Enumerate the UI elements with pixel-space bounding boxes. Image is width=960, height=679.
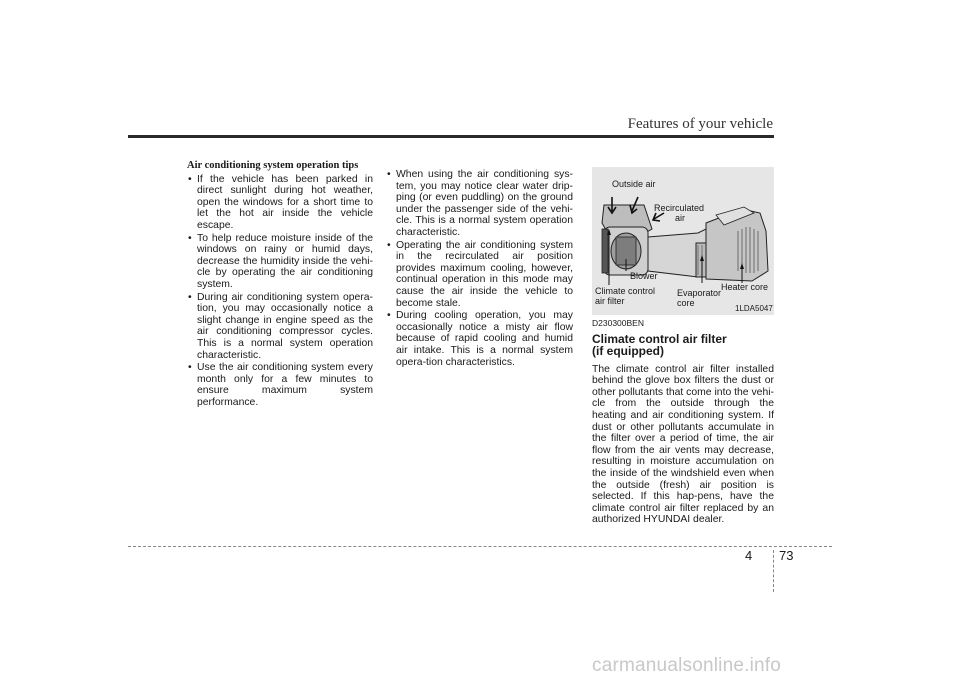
filter-section [592,318,774,526]
label-recirculated-air: air [675,213,686,223]
label-outside-air: Outside air [612,179,656,189]
tips-column-left [187,160,373,409]
tip-item: • If the vehicle has been parked in direct sunlight during hot weather, open the windows for a short time to let the hot air inside the vehicle escape. [187,174,373,232]
page-header-title: Features of your vehicle [627,116,773,132]
section-title [592,333,774,358]
hvac-diagram [592,167,774,315]
tip-item: • To help reduce moisture inside of the windows on rainy or humid days, decrease the humidity inside the vehi-cle by operating the air conditioning system. [187,233,373,291]
footer-vertical-rule [773,550,774,592]
tips-list-right [386,169,573,368]
page-number: 73 [779,548,794,563]
header-rule [128,135,774,138]
label-evaporator-core: core [677,298,695,308]
label-evaporator: Evaporator [677,288,722,298]
tip-item: • During cooling operation, you may occasionally notice a misty air flow because of rapid cooling and humid air intake. This is a normal system opera-tion characteristics. [386,310,573,368]
figure-code: 1LDA5047 [735,304,773,313]
tips-heading: Air conditioning system operation tips [187,160,359,171]
label-climate-filter-2: air filter [595,296,625,306]
label-climate-filter: Climate control [595,286,656,296]
section-body: The climate control air filter installed behind the glove box filters the dust or other pollutants that come into the vehi-cle from the outside through the heating and air conditioning system. If dust or other pollutants accumulate in the filter over a period of time, the air flow from the air vents may decrease, resulting in moisture accumulation on the inside of the windshield even when the outside (fresh) air position is selected. If this hap-pens, have the climate control air filter replaced by an authorized HYUNDAI dealer. [592,363,774,526]
tip-item: • Use the air conditioning system every month only for a few minutes to ensure maximum system performance. [187,362,373,408]
chapter-number: 4 [745,548,753,563]
tips-list-left [187,174,373,409]
footer-rule [128,546,832,547]
label-blower: Blower [630,271,658,281]
tip-item: • During air conditioning system opera-tion, you may occasionally notice a slight change in engine speed as the air conditioning compressor cycles. This is a normal system operation characteristic. [187,292,373,362]
tips-column-middle [386,169,573,369]
watermark: carmanualsonline.info [592,655,782,676]
section-title-line1: Climate control air filter [592,331,727,346]
section-title-line2: (if equipped) [592,344,664,359]
label-heater-core: Heater core [721,282,769,292]
tip-item: • When using the air conditioning sys-tem, you may notice clear water drip-ping (or even puddling) on the ground under the passenger side of the vehi-cle. This is a normal system operation characteristic. [386,169,573,239]
section-code: D230300BEN [592,318,644,328]
label-recirculated: Recirculated [654,203,705,213]
tip-item: • Operating the air conditioning system in the recirculated air position provides maximum cooling, however, continual operation in this mode may cause the air inside the vehicle to become stale. [386,240,573,310]
